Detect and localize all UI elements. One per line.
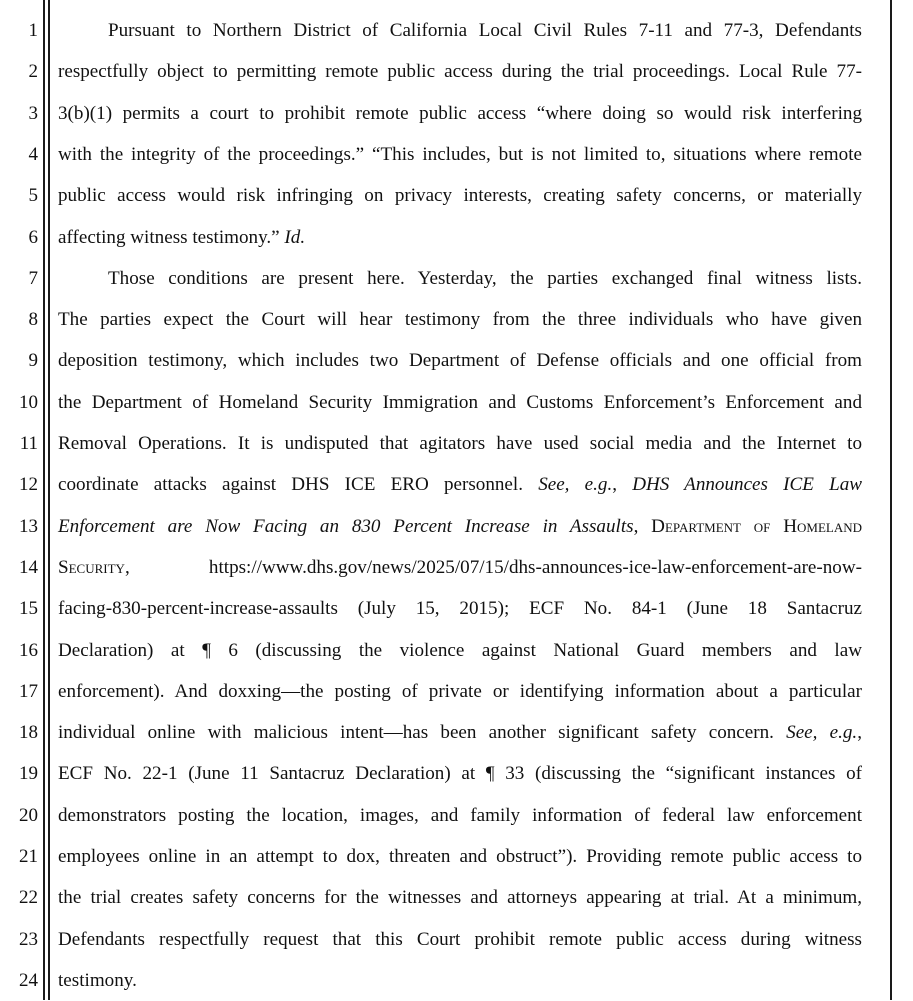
text-run: the trial creates safety concerns for the witnesses and attorneys appearing at trial. At a minimum, — [58, 887, 862, 909]
right-margin-rule — [890, 0, 892, 1000]
text-run: The parties expect the Court will hear testimony from the three individuals who have given — [58, 309, 862, 331]
text-run: , https://www.dhs.gov/news/2025/07/15/dhs-announces-ice-law-enforcement-are-now- — [124, 556, 862, 578]
line-number: 20 — [19, 804, 38, 826]
text-line — [58, 175, 862, 216]
line-number: 8 — [28, 309, 38, 331]
text-run: affecting witness testimony.” — [58, 226, 285, 248]
line-number: 11 — [19, 433, 38, 454]
text-run: demonstrators posting the location, images, and family information of federal law enforcement — [58, 804, 862, 826]
text-run: enforcement). And doxxing—the posting of private or identifying information about a particular — [58, 680, 862, 702]
text-run: respectfully object to permitting remote public access during the trial proceedings. Local Rule 77- — [58, 61, 862, 83]
text-run: Those conditions are present here. Yesterday, the parties exchanged final witness lists. — [108, 267, 862, 289]
line-number: 21 — [19, 846, 38, 867]
italic-citation: Id. — [284, 226, 306, 248]
text-line — [58, 877, 862, 918]
left-margin-rule-outer — [43, 0, 45, 1000]
text-run: , — [612, 474, 633, 496]
line-number: 2 — [28, 61, 38, 83]
line-number: 16 — [19, 639, 38, 661]
text-line — [58, 51, 862, 92]
text-line — [58, 382, 862, 423]
text-line — [58, 712, 862, 753]
text-line — [58, 506, 862, 547]
text-run: , — [857, 722, 862, 744]
text-run: public access would risk infringing on privacy interests, creating safety concerns, or materially — [58, 185, 862, 207]
line-number: 4 — [28, 143, 38, 165]
italic-citation: Enforcement are Now Facing an 830 Percent Increase in Assaults — [58, 515, 634, 537]
line-number: 23 — [19, 928, 38, 950]
text-line — [58, 753, 862, 794]
text-run: employees online in an attempt to dox, threaten and obstruct”). Providing remote public access to — [58, 846, 862, 867]
text-line — [58, 217, 862, 258]
text-line — [58, 93, 862, 134]
text-run: testimony. — [58, 969, 137, 991]
text-run: the Department of Homeland Security Immigration and Customs Enforcement’s Enforcement and — [58, 391, 862, 413]
line-number: 15 — [19, 598, 38, 620]
text-run: with the integrity of the proceedings.” “This includes, but is not limited to, situations where remote — [58, 143, 862, 165]
line-number: 9 — [28, 350, 38, 372]
text-run: Removal Operations. It is undisputed that agitators have used social media and the Internet to — [58, 433, 862, 454]
italic-citation: See, e.g. — [786, 722, 858, 744]
text-run: Pursuant to Northern District of California Local Civil Rules 7-11 and 77-3, Defendants — [108, 20, 862, 41]
text-line — [58, 671, 862, 712]
line-number: 22 — [19, 887, 38, 909]
text-line — [58, 630, 862, 671]
line-number: 5 — [28, 185, 38, 207]
line-number: 18 — [19, 722, 38, 744]
text-run: ECF No. 22-1 (June 11 Santacruz Declaration) at ¶ 33 (discussing the “significant instances of — [58, 763, 862, 785]
line-number: 19 — [19, 763, 38, 785]
text-line — [58, 919, 862, 960]
text-run: individual online with malicious intent—has been another significant safety concern. — [58, 722, 787, 744]
text-line — [58, 588, 862, 629]
small-caps-source: Security — [58, 556, 125, 578]
text-run: deposition testimony, which includes two Department of Defense officials and one official from — [58, 350, 862, 372]
text-line — [58, 464, 862, 505]
line-number: 17 — [19, 680, 38, 702]
italic-citation: DHS Announces ICE Law — [632, 474, 863, 496]
text-run: , — [633, 515, 652, 537]
italic-citation: See, e.g. — [538, 474, 613, 496]
text-line — [58, 134, 862, 175]
text-line — [58, 258, 862, 299]
line-number: 14 — [19, 556, 38, 578]
text-line — [58, 836, 862, 877]
text-line — [58, 299, 862, 340]
text-run: Declaration) at ¶ 6 (discussing the violence against National Guard members and law — [58, 639, 862, 661]
text-run: Defendants respectfully request that this Court prohibit remote public access during witness — [58, 928, 862, 950]
text-run: 3(b)(1) permits a court to prohibit remote public access “where doing so would risk interfering — [58, 102, 862, 124]
text-line — [58, 423, 862, 464]
small-caps-source: Department of Homeland — [651, 515, 863, 537]
line-number: 10 — [19, 391, 38, 413]
text-run: coordinate attacks against DHS ICE ERO personnel. — [58, 474, 539, 496]
text-line — [58, 547, 862, 588]
text-line — [58, 10, 862, 51]
text-run: facing-830-percent-increase-assaults (July 15, 2015); ECF No. 84-1 (June 18 Santacruz — [58, 598, 862, 620]
text-line — [58, 960, 862, 1001]
line-number: 7 — [28, 267, 38, 289]
left-margin-rule-inner — [48, 0, 50, 1000]
line-number: 13 — [19, 515, 38, 537]
line-number: 12 — [19, 474, 38, 496]
line-number: 6 — [28, 226, 38, 248]
line-number: 1 — [28, 20, 38, 41]
line-number: 3 — [28, 102, 38, 124]
text-line — [58, 795, 862, 836]
line-number: 24 — [19, 969, 38, 991]
text-line — [58, 340, 862, 381]
